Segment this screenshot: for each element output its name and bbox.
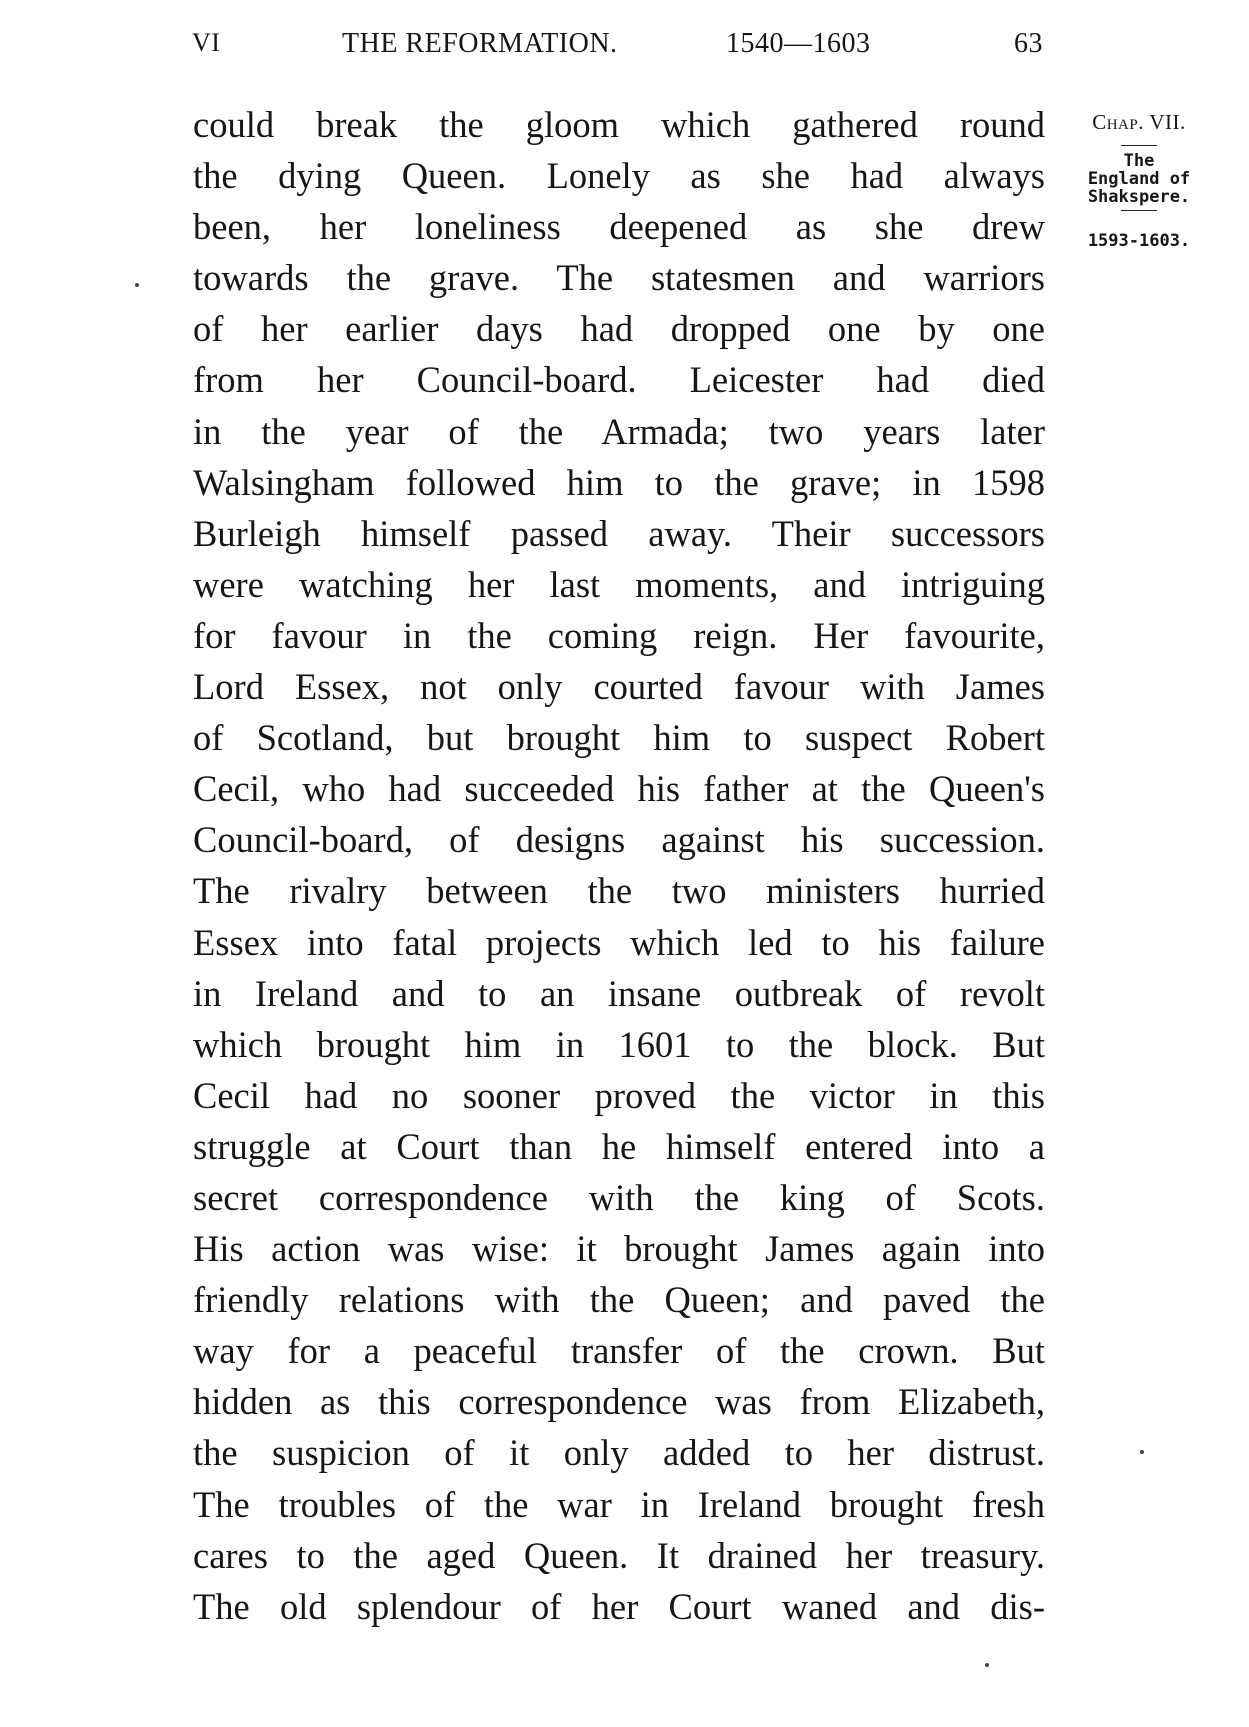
text-line: in Ireland and to an insane outbreak of revolt: [193, 972, 1045, 1014]
text-line: The rivalry between the two ministers hurried: [193, 870, 1045, 912]
margin-subject-line: England of: [1087, 169, 1191, 189]
body-text: [193, 99, 1045, 1632]
ink-speck: [135, 283, 139, 287]
text-line: of Scotland, but brought him to suspect Robert: [193, 717, 1045, 759]
running-dates: 1540—1603: [726, 28, 871, 59]
text-line: towards the grave. The statesmen and warriors: [193, 257, 1045, 299]
text-line: in the year of the Armada; two years later: [193, 410, 1045, 452]
running-head: [190, 28, 1050, 68]
section-number: VI: [192, 28, 221, 57]
text-line: friendly relations with the Queen; and paved the: [193, 1279, 1045, 1321]
page-number: 63: [1014, 28, 1043, 59]
margin-years: 1593-1603.: [1087, 231, 1191, 251]
text-line: of her earlier days had dropped one by one: [193, 308, 1045, 350]
text-line: Walsingham followed him to the grave; in 1598: [193, 461, 1045, 503]
margin-note: [1064, 110, 1214, 251]
text-line: His action was wise: it brought James again into: [193, 1228, 1045, 1270]
margin-subject-line: Shakspere.: [1087, 187, 1191, 207]
margin-chapter: Chap. VII.: [1092, 110, 1186, 134]
text-line: Burleigh himself passed away. Their successors: [193, 512, 1045, 554]
text-line: could break the gloom which gathered round: [193, 104, 1045, 145]
margin-rule-bottom: [1121, 210, 1157, 211]
text-line: secret correspondence with the king of Scots.: [193, 1176, 1045, 1218]
text-line: hidden as this correspondence was from Elizabeth,: [193, 1381, 1045, 1423]
margin-rule-top: [1121, 145, 1157, 146]
text-line: were watching her last moments, and intriguing: [193, 563, 1045, 605]
text-line: the suspicion of it only added to her distrust.: [193, 1432, 1045, 1474]
text-line: Essex into fatal projects which led to his failure: [193, 921, 1045, 963]
text-line: for favour in the coming reign. Her favourite,: [193, 614, 1045, 656]
text-line: Cecil, who had succeeded his father at the Queen's: [193, 768, 1045, 810]
text-line: Lord Essex, not only courted favour with James: [193, 666, 1045, 708]
text-line: cares to the aged Queen. It drained her treasury.: [193, 1534, 1045, 1576]
text-line: way for a peaceful transfer of the crown. But: [193, 1330, 1045, 1372]
text-line: The troubles of the war in Ireland brought fresh: [193, 1483, 1045, 1525]
ink-speck: [1140, 1450, 1144, 1454]
text-line: been, her loneliness deepened as she drew: [193, 206, 1045, 248]
ink-speck: [985, 1663, 989, 1667]
text-line: struggle at Court than he himself entered into a: [193, 1125, 1045, 1167]
text-line: which brought him in 1601 to the block. But: [193, 1023, 1045, 1065]
running-title: THE REFORMATION.: [342, 28, 618, 59]
text-line: Council-board, of designs against his succession.: [193, 819, 1045, 861]
text-line: The old splendour of her Court waned and dis-: [193, 1585, 1045, 1627]
text-line: the dying Queen. Lonely as she had always: [193, 155, 1045, 197]
margin-subject-line: The: [1123, 151, 1155, 171]
text-line: Cecil had no sooner proved the victor in this: [193, 1074, 1045, 1116]
text-line: from her Council-board. Leicester had died: [193, 359, 1045, 401]
